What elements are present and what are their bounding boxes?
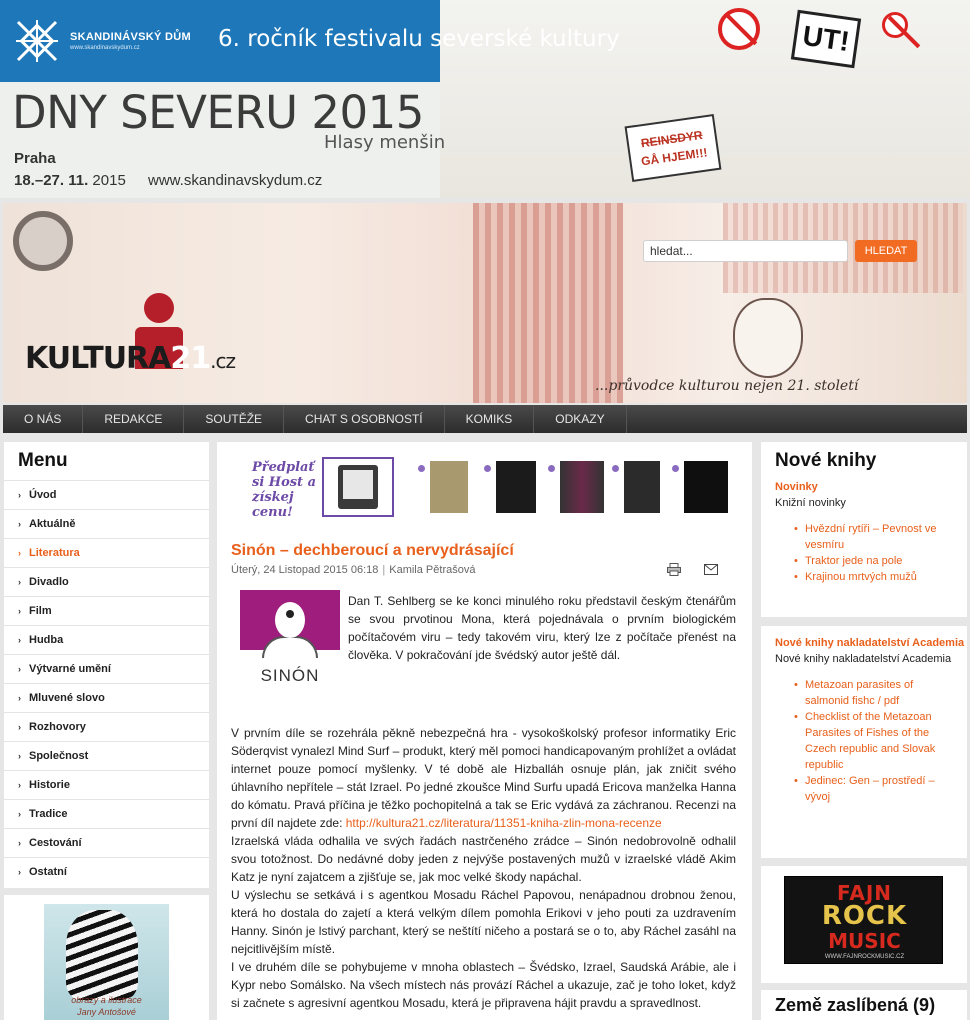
festival-city: Praha [14, 150, 56, 167]
menu-item-label: Ostatní [29, 866, 67, 878]
no-mosquito-sign-small [882, 12, 908, 38]
kultura21-logo[interactable] [25, 341, 235, 376]
left-menu [4, 442, 209, 888]
chevron-right-icon: › [18, 838, 21, 848]
logo-text: KULTURA [25, 341, 171, 376]
menu-item-aktualne[interactable] [4, 509, 209, 538]
review-link[interactable]: http://kultura21.cz/literatura/11351-kniha-zlin-mona-recenze [345, 816, 662, 830]
sign-reinsdyr-line2: GÅ HJEM!!! [640, 145, 709, 169]
menu-item-spolecnost[interactable] [4, 741, 209, 770]
menu-item-literatura[interactable] [4, 538, 209, 567]
promo-notebook-black [496, 461, 536, 513]
menu-item-historie[interactable] [4, 770, 209, 799]
ad-caption [44, 994, 169, 1018]
rock-ad-line2: ROCK [821, 901, 908, 931]
chevron-right-icon: › [18, 751, 21, 761]
rock-ad-line3: MUSIC [828, 929, 901, 953]
rock-ad-url: WWW.FAJNROCKMUSIC.CZ [824, 954, 905, 960]
article-author: Kamila Pětrašová [389, 564, 476, 576]
meta-separator: | [382, 564, 386, 576]
article-body [231, 724, 736, 1012]
ad-caption-line1: obrazy a ilustrace [71, 995, 142, 1005]
menu-item-label: Rozhovory [29, 721, 86, 733]
article-paragraph-2: Izraelská vláda odhalila ve svých řadách nastrčeného zrádce – Sinón nedobrovolně odhalil svou totožnost. Do nedávné doby jeden z nejvýše postavených mužů v izraelské vládě Akim Katz je nyní zajatcem a zjišťuje se, jak moc velké škody napáchal. [231, 834, 736, 884]
theatre-mask-icon [733, 298, 803, 378]
menu-item-vytvarne-umeni[interactable] [4, 654, 209, 683]
novinky-heading[interactable]: Novinky [775, 481, 818, 493]
nav-item-o-nas[interactable]: O NÁS [3, 405, 83, 433]
novinky-item[interactable]: • Krajinou mrtvých mužů [761, 569, 967, 585]
zeme-zaslibena-box [761, 990, 967, 1020]
festival-subtitle: Hlasy menšin [324, 132, 446, 153]
menu-item-label: Úvod [29, 489, 57, 501]
menu-item-mluvene-slovo[interactable] [4, 683, 209, 712]
article-meta [231, 564, 475, 576]
menu-item-label: Literatura [29, 547, 80, 559]
chevron-right-icon: › [18, 577, 21, 587]
promo-book-stack [560, 461, 604, 513]
print-icon[interactable] [667, 563, 681, 576]
promo-book-dark [624, 461, 660, 513]
article-paragraph-3: U výslechu se setkává i s agentkou Mosadu Ráchel Papovou, nenápadnou drobnou ženou, která ho dostala do zajetí a která velkým dílem pomohla Erikovi v jeho pouti za uzdravením Hanny. Sinón je lstivý parchant, který se neštítí ničeho a postará se o to, aby Ráchel zasáhl na nejcitlivějším místě. [231, 888, 736, 956]
article-content [217, 442, 752, 1020]
chevron-right-icon: › [18, 867, 21, 877]
chevron-right-icon: › [18, 606, 21, 616]
logo-number: 21 [170, 341, 211, 376]
menu-item-divadlo[interactable] [4, 567, 209, 596]
rock-ad-line1: FAJN [836, 881, 893, 905]
article-paragraph-4: I ve druhém díle se pohybujeme v mnoha oblastech – Švédsko, Izrael, Saudská Arábie, ale i Kypr nebo Somálsko. Na všech místech nás provází Ráchel a ukazuje, zač je toho loket, když si začnete s agresivní agentkou Mosadu, která je připravena hájit pravdu a spravedlnost. [231, 960, 736, 1010]
chevron-right-icon: › [18, 780, 21, 790]
menu-item-label: Aktuálně [29, 518, 76, 530]
promo-ebook-reader [322, 457, 394, 517]
search-input[interactable]: hledat... [643, 240, 848, 262]
cover-head [275, 602, 305, 638]
academia-list [761, 677, 967, 805]
novinky-item[interactable]: • Traktor jede na pole [761, 553, 967, 569]
menu-title: Menu [18, 450, 68, 471]
protest-sign-ut: UT! [791, 10, 861, 68]
academia-item[interactable]: • Jedinec: Gen – prostředí – vývoj [761, 773, 967, 805]
site-tagline: ...průvodce kulturou nejen 21. století [595, 378, 859, 394]
article-intro: Dan T. Sehlberg se ke konci minulého roku představil českým čtenářům se svou prvotinou Mona, která pojednávala o prvním biologickém počítačovém viru – tedy takovém viru, který lze z počítače přenést na člověka. V pokračování jde švédský autor ještě dál. [348, 594, 736, 662]
menu-item-hudba[interactable] [4, 625, 209, 654]
sign-reinsdyr-line1: REINSDYR [640, 127, 704, 151]
chevron-right-icon: › [18, 635, 21, 645]
festival-title: DNY SEVERU 2015 [12, 86, 424, 139]
nav-item-souteze[interactable]: SOUTĚŽE [184, 405, 284, 433]
menu-item-label: Cestování [29, 837, 82, 849]
article-date: Úterý, 24 Listopad 2015 06:18 [231, 564, 379, 576]
academia-subtitle: Nové knihy nakladatelství Academia [775, 653, 952, 665]
menu-item-label: Hudba [29, 634, 64, 646]
novinky-item[interactable]: • Hvězdní rytíři – Pevnost ve vesmíru [761, 521, 967, 553]
new-books-title: Nové knihy [775, 450, 877, 471]
header-curtain-art [473, 203, 623, 403]
promo-book-black [684, 461, 728, 513]
festival-tagline: 6. ročník festivalu severské kultury [218, 26, 620, 52]
menu-item-label: Společnost [29, 750, 89, 762]
nav-item-redakce[interactable]: REDAKCE [83, 405, 184, 433]
festival-year: 2015 [92, 172, 126, 189]
skandinavsky-dum-logo-icon [14, 18, 60, 64]
chevron-right-icon: › [18, 722, 21, 732]
logo-figure-head [144, 293, 174, 323]
book-cover-image [240, 590, 340, 690]
zebra-illustration-ad[interactable] [44, 904, 169, 1020]
promo-book-gold [430, 461, 468, 513]
search-button[interactable]: HLEDAT [855, 240, 917, 262]
main-nav [3, 405, 967, 433]
host-promo-text: Předplať si Host a získej cenu! [252, 460, 317, 520]
chevron-right-icon: › [18, 664, 21, 674]
academia-box [761, 626, 967, 858]
menu-item-tradice[interactable] [4, 799, 209, 828]
novinky-list [761, 521, 967, 585]
ad-caption-line2: Jany Antošové [77, 1007, 136, 1017]
logo-tld: .cz [210, 349, 235, 373]
dny-severu-banner[interactable] [0, 0, 970, 198]
new-books-box [761, 442, 967, 617]
academia-item[interactable]: • Metazoan parasites of salmonid fishc / pdf [761, 677, 967, 709]
menu-item-rozhovory[interactable] [4, 712, 209, 741]
chevron-right-icon: › [18, 548, 21, 558]
host-promo-banner[interactable] [252, 456, 722, 518]
article-paragraph-1 [231, 724, 736, 832]
film-reel-icon [13, 211, 73, 271]
menu-item-ostatni[interactable] [4, 857, 209, 886]
no-mosquito-sign [718, 8, 760, 50]
rock-ad-box [761, 866, 967, 983]
menu-item-label: Výtvarné umění [29, 663, 111, 675]
article-title[interactable]: Sinón – dechberoucí a nervydrásající [231, 542, 514, 559]
org-url: www.skandinavskydum.cz [70, 45, 140, 51]
chevron-right-icon: › [18, 809, 21, 819]
cover-bullet-hole [286, 610, 294, 618]
menu-item-uvod[interactable] [4, 480, 209, 509]
festival-date-range: 18.–27. 11. [14, 172, 89, 189]
academia-heading[interactable]: Nové knihy nakladatelství Academia [775, 637, 965, 649]
fajn-rock-music-ad[interactable] [784, 876, 943, 964]
festival-dates [14, 172, 126, 189]
cover-title: SINÓN [260, 666, 320, 685]
left-ad-box [4, 895, 209, 1020]
novinky-subtitle: Knižní novinky [775, 497, 846, 509]
nav-item-odkazy[interactable]: ODKAZY [534, 405, 626, 433]
menu-item-label: Mluvené slovo [29, 692, 105, 704]
festival-website: www.skandinavskydum.cz [148, 172, 323, 189]
zeme-zaslibena-title[interactable]: Země zaslíbená (9) [775, 995, 936, 1015]
site-header [3, 203, 967, 403]
zebra-image [66, 910, 138, 1000]
cover-shoulders [262, 636, 318, 658]
academia-item[interactable]: • Checklist of the Metazoan Parasites of Fishes of the Czech republic and Slovak republic [761, 709, 967, 773]
org-name: SKANDINÁVSKÝ DŮM [70, 31, 191, 43]
email-icon[interactable] [704, 564, 718, 575]
nav-item-komiks[interactable]: KOMIKS [445, 405, 535, 433]
menu-item-label: Historie [29, 779, 70, 791]
menu-item-label: Divadlo [29, 576, 69, 588]
menu-item-film[interactable] [4, 596, 209, 625]
menu-item-label: Film [29, 605, 52, 617]
menu-item-label: Tradice [29, 808, 68, 820]
chevron-right-icon: › [18, 490, 21, 500]
paragraph-1-text: V prvním díle se rozehrála pěkně nebezpečná hra - vysokoškolský profesor informatiky Eric Söderqvist vynalezl Mind Surf – produkt, který měl pomoci handicapovaným prohlížet a ovládat internet pouze pomocí myšlenky. V té době ale Hizballáh osnuje plán, jak zničit svého úhlavního nepřítele – stát Izrael. Po jedné zkoušce Mind Surfu upadá Ericova manželka Hanna do kómatu. Pravá příčina je těžko pochopitelná a tak se Eric vydává za záchranou. Recenzi na první díl najdete zde: [231, 726, 736, 830]
menu-item-cestovani[interactable] [4, 828, 209, 857]
chevron-right-icon: › [18, 693, 21, 703]
chevron-right-icon: › [18, 519, 21, 529]
nav-item-chat[interactable]: CHAT S OSOBNOSTÍ [284, 405, 445, 433]
